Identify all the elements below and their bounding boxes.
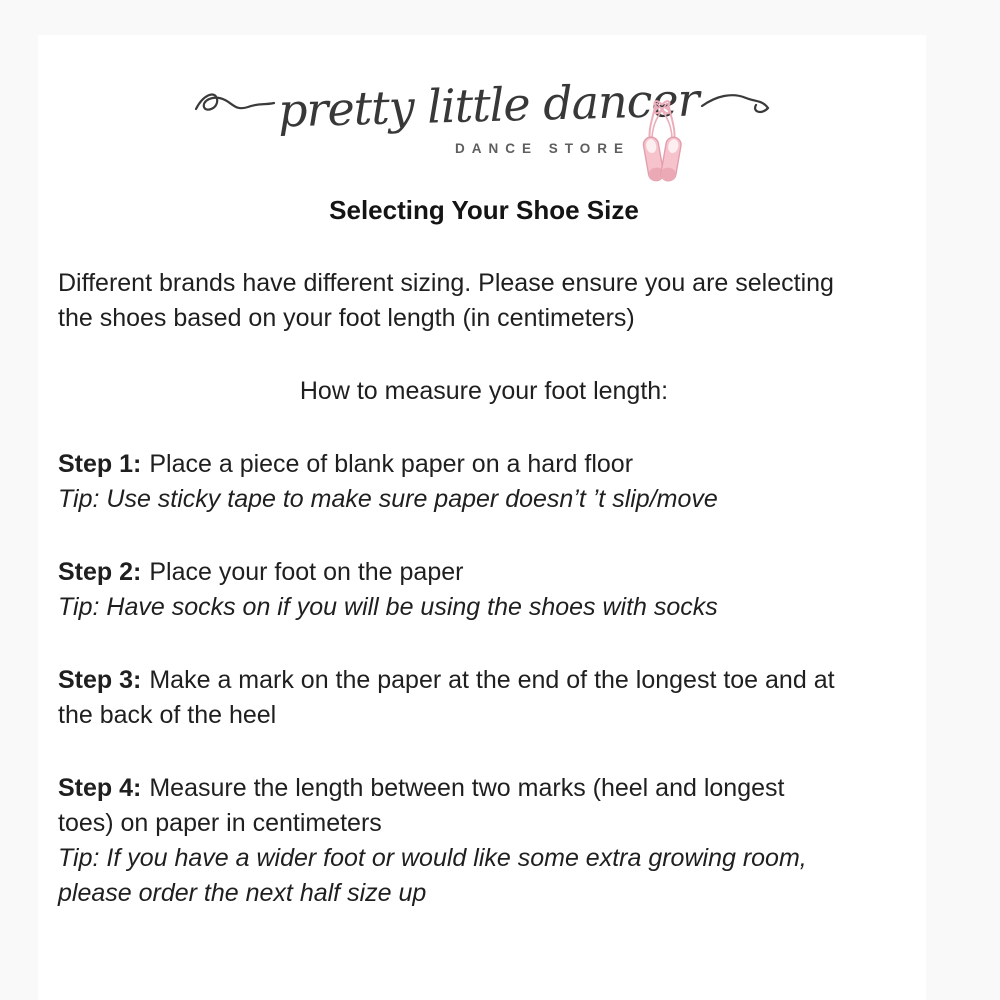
step-4-body-line-2: toes) on paper in centimeters xyxy=(58,809,382,837)
document-content xyxy=(38,193,926,911)
step-1-label: Step 1: xyxy=(58,450,142,478)
step-4-body: Measure the length between two marks (heel and longest xyxy=(149,774,785,802)
intro-line: Different brands have different sizing. Please ensure you are selecting xyxy=(58,269,834,297)
section-heading: How to measure your foot length: xyxy=(299,377,669,405)
step-4-text xyxy=(58,771,910,806)
step-1-text xyxy=(58,447,910,482)
intro-paragraph xyxy=(58,266,910,336)
pointe-shoes-icon xyxy=(626,95,698,189)
step-3-text xyxy=(58,663,910,698)
step-4-tip: Tip: If you have a wider foot or would like some extra growing room, xyxy=(58,844,807,872)
step-4-tip-line-2: please order the next half size up xyxy=(58,879,427,907)
step-3-body: Make a mark on the paper at the end of the longest toe and at xyxy=(149,666,835,694)
page-title: Selecting Your Shoe Size xyxy=(329,195,639,225)
step-1-body: Place a piece of blank paper on a hard floor xyxy=(149,450,634,478)
step-2-block xyxy=(58,555,910,625)
step-1-block xyxy=(58,447,910,517)
store-label: DANCE STORE xyxy=(455,141,631,156)
step-4-label: Step 4: xyxy=(58,774,142,802)
step-3-body-line-2: the back of the heel xyxy=(58,701,277,729)
store-logo xyxy=(38,35,926,185)
step-2-body: Place your foot on the paper xyxy=(149,558,464,586)
step-3-label: Step 3: xyxy=(58,666,142,694)
step-2-label: Step 2: xyxy=(58,558,142,586)
step-1-tip: Tip: Use sticky tape to make sure paper doesn’t ’t slip/move xyxy=(58,485,718,513)
step-2-text xyxy=(58,555,910,590)
step-2-tip: Tip: Have socks on if you will be using the shoes with socks xyxy=(58,593,718,621)
step-3-block xyxy=(58,663,910,733)
intro-line: the shoes based on your foot length (in centimeters) xyxy=(58,304,635,332)
document-paper xyxy=(38,35,926,1000)
right-flourish-icon xyxy=(700,82,770,128)
logo-script-row xyxy=(38,57,926,153)
left-flourish-icon xyxy=(194,82,276,128)
logo-script-text: pretty little dancer xyxy=(277,72,699,138)
step-4-block xyxy=(58,771,910,911)
